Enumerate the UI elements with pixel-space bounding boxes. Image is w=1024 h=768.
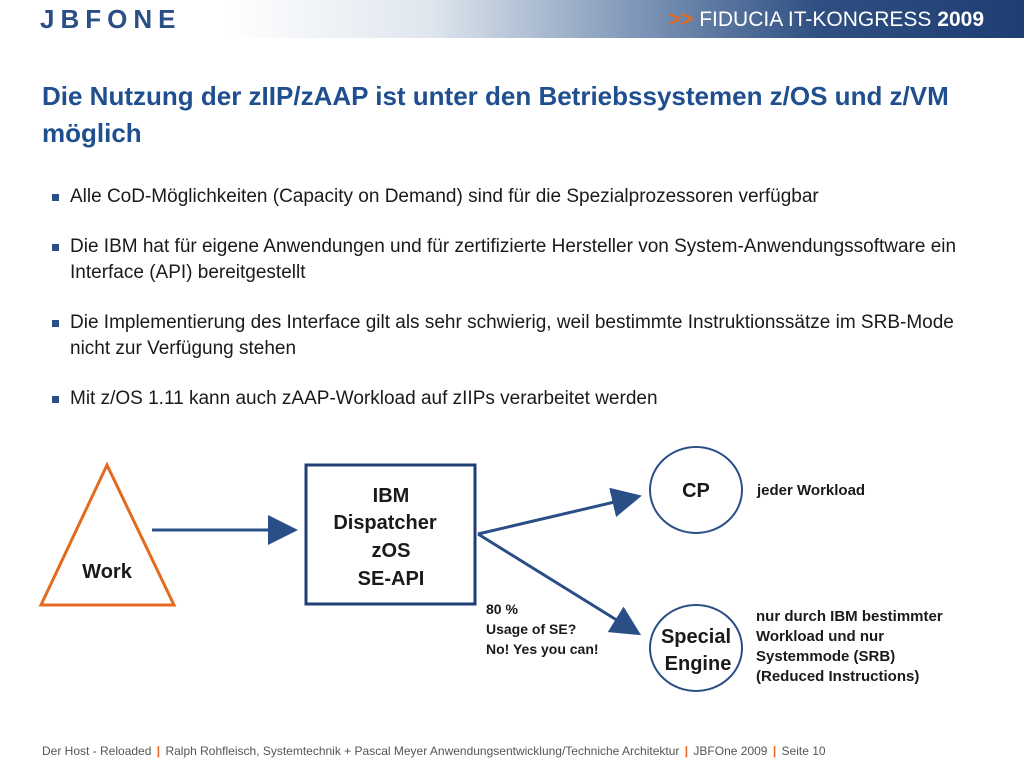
special-note-line-2: Workload und nur: [756, 628, 885, 645]
footer-title: Der Host - Reloaded: [42, 744, 152, 758]
special-note-line-1: nur durch IBM bestimmter: [756, 608, 943, 625]
bullet-text: Alle CoD-Möglichkeiten (Capacity on Demand) sind für die Spezialprozessoren verfügbar: [70, 186, 819, 207]
work-triangle: [41, 465, 174, 605]
footer-separator: |: [772, 744, 777, 758]
bullet-text: Die IBM hat für eigene Anwendungen und für zertifizierte Hersteller von System-Anwendungssoftware ein Interface (API) bereitgestellt: [70, 236, 957, 283]
special-engine-line-1: Special: [660, 626, 732, 648]
cp-label: CP: [682, 480, 710, 502]
footer-separator: |: [684, 744, 689, 758]
usage-line-3: No! Yes you can!: [486, 641, 599, 657]
footer-authors: Ralph Rohfleisch, Systemtechnik + Pascal Meyer Anwendungsentwicklung/Techniche Architektur: [165, 744, 680, 758]
dispatcher-line-4: SE-API: [357, 568, 425, 590]
special-engine-circle: [650, 605, 742, 691]
footer-separator: |: [156, 744, 161, 758]
special-note-line-3: Systemmode (SRB): [756, 648, 896, 665]
special-note-line-4: (Reduced Instructions): [756, 668, 920, 685]
cp-note: jeder Workload: [757, 482, 866, 499]
arrow-dispatcher-to-special: [478, 534, 636, 632]
usage-line-2: Usage of SE?: [486, 621, 577, 637]
congress-title: FIDUCIA IT-KONGRESS: [699, 8, 932, 31]
logo-text: JBFONE: [40, 4, 182, 34]
congress-year: 2009: [937, 8, 984, 31]
usage-line-1: 80 %: [486, 601, 518, 617]
work-label: Work: [82, 561, 132, 583]
dispatcher-line-1: IBM: [372, 485, 410, 507]
arrow-dispatcher-to-cp: [478, 497, 636, 534]
special-engine-line-2: Engine: [664, 653, 732, 675]
dispatcher-line-3: zOS: [371, 540, 411, 562]
footer: [42, 744, 826, 758]
footer-page-number: Seite 10: [781, 744, 826, 758]
footer-event: JBFOne 2009: [693, 744, 768, 758]
congress-arrows: >>: [668, 8, 694, 31]
dispatcher-line-2: Dispatcher: [333, 512, 437, 534]
bullet-text: Die Implementierung des Interface gilt als sehr schwierig, weil bestimmte Instruktionssätze im SRB-Mode nicht zur Verfügung stehen: [70, 312, 954, 359]
bullet-text: Mit z/OS 1.11 kann auch zAAP-Workload auf zIIPs verarbeitet werden: [70, 388, 658, 409]
slide-title: Die Nutzung der zIIP/zAAP ist unter den Betriebssystemen z/OS und z/VM möglich: [42, 81, 949, 148]
